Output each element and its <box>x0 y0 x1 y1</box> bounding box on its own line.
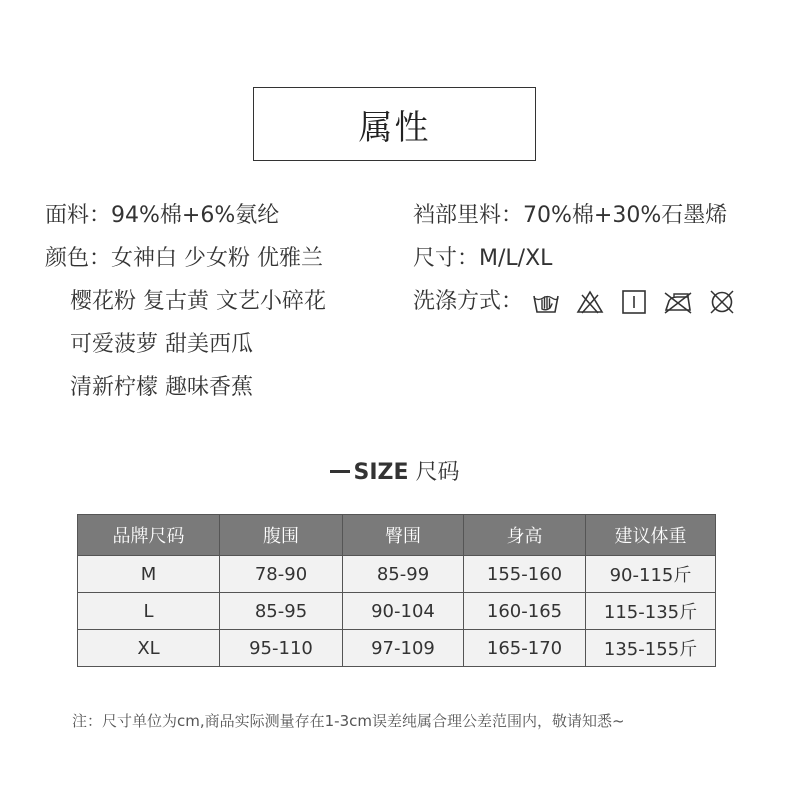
size-heading <box>0 455 790 491</box>
colors-text-1: 颜色：女神白 少女粉 优雅兰 <box>45 246 323 271</box>
table-cell: 78-90 <box>220 556 343 593</box>
table-cell: 85-95 <box>220 593 343 630</box>
care-icons <box>531 289 737 315</box>
table-cell: 95-110 <box>220 630 343 667</box>
table-cell: 90-115斤 <box>586 556 716 593</box>
no-iron-icon <box>663 289 693 315</box>
table-cell: 85-99 <box>343 556 464 593</box>
table-cell: 115-135斤 <box>586 593 716 630</box>
attributes-left <box>45 194 326 409</box>
hand-wash-icon <box>531 289 561 315</box>
table-row <box>78 593 716 630</box>
colors-text-2: 樱花粉 复古黄 文艺小碎花 <box>70 289 326 314</box>
page-title: 属性 <box>358 107 431 148</box>
table-cell: M <box>78 556 220 593</box>
table-cell: XL <box>78 630 220 667</box>
size-table <box>77 514 716 667</box>
heading-dash <box>330 470 350 473</box>
header-brand-size: 品牌尺码 <box>78 515 220 556</box>
size-heading-cn: 尺码 <box>415 460 460 485</box>
table-cell: 155-160 <box>464 556 586 593</box>
no-dry-clean-icon <box>707 289 737 315</box>
header-hip: 臀围 <box>343 515 464 556</box>
title-box <box>253 87 536 161</box>
fabric-text: 面料：94%棉+6%氨纶 <box>45 203 280 228</box>
table-cell: 165-170 <box>464 630 586 667</box>
size-heading-en: SIZE <box>353 460 409 485</box>
header-height: 身高 <box>464 515 586 556</box>
wash-method-row <box>413 280 737 323</box>
colors-text-4: 清新柠檬 趣味香蕉 <box>70 375 253 400</box>
table-cell: 135-155斤 <box>586 630 716 667</box>
colors-text-3: 可爱菠萝 甜美西瓜 <box>70 332 253 357</box>
wash-method-label: 洗涤方式： <box>413 289 524 314</box>
table-row <box>78 556 716 593</box>
table-cell: 160-165 <box>464 593 586 630</box>
hang-dry-icon <box>619 289 649 315</box>
table-cell: 90-104 <box>343 593 464 630</box>
measurement-note: 注：尺寸单位为cm,商品实际测量存在1-3cm误差纯属合理公差范围内，敬请知悉~ <box>72 712 625 730</box>
crotch-lining-text: 裆部里料：70%棉+30%石墨烯 <box>413 203 728 228</box>
header-weight: 建议体重 <box>586 515 716 556</box>
sizes-text: 尺寸：M/L/XL <box>413 246 553 271</box>
attributes-right <box>413 194 737 323</box>
table-cell: 97-109 <box>343 630 464 667</box>
no-bleach-icon <box>575 289 605 315</box>
table-row <box>78 630 716 667</box>
table-cell: L <box>78 593 220 630</box>
header-waist: 腹围 <box>220 515 343 556</box>
table-header-row <box>78 515 716 556</box>
